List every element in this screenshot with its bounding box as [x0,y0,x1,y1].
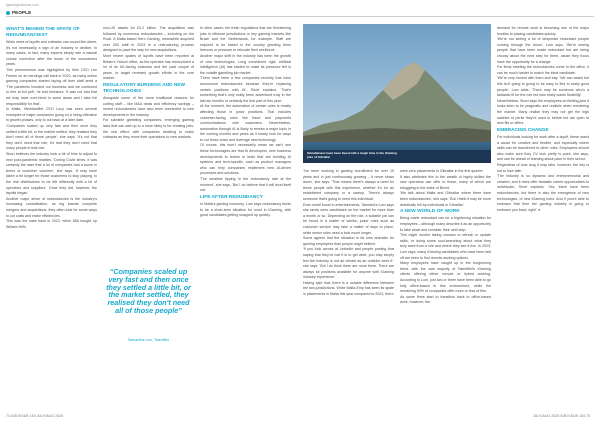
body-paragraph: Another major driver of redundancies is the industry's increasing consolidation, as big brands complete mergers and acquisitions, they often look for some ways to cut costs and make efficiencies. [6,196,97,218]
section-heading: LIFE AFTER REDUNDANCY [200,194,263,200]
footer-right-folio: JULY/AUG 2025 iGB ISSUE 154 75 [532,414,590,418]
body-paragraph: Being made redundant can be a frightening situation for employees – although many describe it as an opportunity to take stock and consider their next step. [400,216,491,232]
article-column-5 [400,169,491,406]
section-heading: REGULATORY BURDENS AND NEW TECHNOLOGIES [103,82,185,94]
body-paragraph: Even small boost in entertainments, Talented's Lum says she rarely sees candidates on the market for more than a month or so. Depending on the role, a suitable job can be found in a matter of weeks; junior roles such as customer service may take a matter of days to place, while senior roles need a look much longer. [303,202,394,235]
body-paragraph: In Malta's gaming economy, Lum says redundancy tends to be a short-term situation for most in iGaming, with good candidates getting snapped up quickly. [200,202,291,218]
body-paragraph: Many employees have caught up in the burgeoning trend, with the vast majority of TalentBet's iGaming clients offering either remote or hybrid working. According to Lum, just two or three have been able to go fully office-based in this environment, while the remaining 90% of companies offer more or less of this. [400,261,491,294]
pull-quote: “Companies scaled up very fast and then once they settled a little bit, or the market settled, they realised they don't need all of those people” [106,267,191,315]
article-column-3 [200,26,291,406]
body-paragraph: In Malta, MeridianBet CEO Lucy has seen several examples of major companies going on a hiring offensive in growth phases, only to cut back at a later date. [6,107,97,123]
body-paragraph: 'We're not seeing a lot of desperate redundant people coming through the doors', Lum says. 'We're seeing people that have been made redundant but are being choosy about the next step for them, cause they focus have the opportunity for a change. [497,37,589,64]
body-paragraph: Short believes the industry took a bit of time to adjust to new post-pandemic realities. 'During Covid times, it was certainly the case that a lot of companies had a boom in terms of customer volumes', she says. 'It may have taken a bit longer for those customers to stop playing, to the real distributions to be felt differently with a lot of operators and suppliers'. Once they did, however, the layoffs began. [6,151,97,196]
section-label [6,10,31,15]
body-paragraph: 'We're very honest with them and say: 'We can assist but this isn't going to going to be easy to find to really good people'. Lum adds. 'There may be someone who's a fantastic fit for the role but who really wants flexibility'. [497,76,589,98]
article-column-2 [103,26,194,258]
body-paragraph: At the moment, the automation of certain roles is mostly affecting those in junior positions. That includes customer-facing roles like fraud and payments communications with customers. Nevertheless, automation through AI is likely to remain a major topic in the coming months and years as it slowly look for ways to cut those costs and leverage new technology. [200,104,291,142]
body-paragraph: For individuals looking for work after a layoff, these stand a cause for creative and flexible, and especially where skills can be transferred to other roles. Employees should also make sure they CV look pretty is point, she says, and can be ahead of learning about pace in their sector. [497,134,589,162]
section-dot-icon [6,11,10,15]
body-paragraph: This might involve taking courses to refresh or update skills, or doing some soul-searching about what they truly want from a role and where they see it live. In 2023, Lum says, many iGaming candidates who have been laid off are keen to find remote-working options. [400,233,491,260]
body-paragraph: 'There have been a few companies recently that have announced redundancies because they're replacing certain positions with AI', Short explains. 'That's something that's only really been advertised truly in the last six months or certainly the first part of this year'. [200,76,291,103]
body-paragraph: 'The smallest tipping in the redundancy rate at the moment', she says. 'But I do believe that it will level itself out'. [200,177,291,193]
body-paragraph: In other cases, the fresh regulations that are threatening jobs in offshore jurisdictions or key gaming markets like Brazil and the Netherlands, for example. Staff are required to be based in the country granting them licences or pressure to relocate their workforce. [200,26,291,53]
body-paragraph: Another major shift in the industry has been the growth of new technologies. Long considered rigid, artificial intelligence (AI) has started to make its presence felt in the volatile gambling job market. [200,53,291,75]
rock-illustration-icon [303,24,491,163]
footer-left-folio: 74 iGB ISSUE 154 JULY/AUG 2025 [6,414,64,418]
section-heading: WHAT'S BEHIND THE SPATE OF REDUNDANCIES? [6,27,80,38]
body-paragraph: More recent spates of layoffs have been reported at Britain's Yahoo! office, as the operator has restructured a lot of its UK-facing business and the past couple of years, to target renewed growth efforts in the core market. [103,53,194,81]
article-column-4 [303,169,394,406]
gibraltar-rock-photo [303,24,491,163]
photo-caption: Gibraltarians have been faced with a tough time in the iGaming jobs of Gibraltar [307,151,397,159]
article-column-1 [6,26,97,406]
body-paragraph: Having said that, there is a notable difference between the two jurisdictions. While Malta-Emp has seen its spate in placements in Malta this year compared to 2023, there [303,280,394,297]
section-heading: EMBRACING CHANGE [497,127,549,133]
article-column-6 [497,26,589,406]
body-paragraph: For firms meeting the redundancies come to the office, it can be much harder to match the ideal candidate. [497,65,589,75]
site-url: igamingbusiness.com [6,3,39,7]
body-paragraph: Of course, this won't necessarily mean we can't see these technologies are that AI developers, new business developments to teams to tests that are building AI systems and tech-specific, such as product managers who can help companies implement new AI-driven processes and solutions. [200,143,291,176]
body-paragraph: 'I've been working in gaming recruitment for over 15 years and in just continuously growing – it never slows down', she says. 'That means there's always a need for these people with this experience, whether it's for an established company or a startup. There's always someone that's going to need this individual'. [303,169,394,201]
body-paragraph: non-US assets for £2.2 billion. The acquisition was followed by numerous redundancies – including on the Rock. A Malta-based Hero Gaming, meanwhile acquired over 250 staff in 2023 in a restructuring process designed to pave the way for new acquisitions. [103,26,194,53]
body-paragraph: It also attributes this to the wealth of highly skilled the new operators can offer to these, many of which are struggling in the wake of Brexit. [400,174,491,190]
body-paragraph: 'Companies scaled up very fast and then once they settled a little bit, or the market settled, they realised they don't need all of those people', she says. 'It's not that they don't need that role, it's that they don't need that many people in that role. [6,124,97,151]
body-paragraph: Regardless of how long it may take, however, the key is not to lose faith. [497,162,589,173]
body-paragraph: 'If you look across at LinkedIn and people posting that saying that they've lost it is to get wide, you may simply feel the industry is not as vibrant as an outsider sees it', she says. 'But I do think there are more there. There are always lot positions available for anyone with iGaming industry experience'. [303,247,394,280]
body-paragraph: While news of layoffs and cutbacks can sound like alarm, it's not necessarily a sign of an industry in decline. In many cases, in fact, many experts simply see a natural course correction after the boom of the coronavirus years. [6,40,97,67]
body-paragraph: For sizeable gambling companies, emerging gaming laws that can add up to a more likely to be creating jobs, the real effect, with companies deciding to make cutbacks as they move their operations to new markets. [103,118,194,140]
body-paragraph: demand for remote work is becoming one of the major hurdles to placing candidates quickly. [497,26,589,36]
body-paragraph: were zero placements in Gibraltar in the first quarter. [400,169,484,173]
body-paragraph: Alongside some of the more traditional reasons for cutting staff – like M&A deals and efficiency savings – recent redundancies have also been connected to new developments in the industry. [103,96,194,117]
section-heading: A NEW WORLD OF WORK [400,209,460,215]
body-paragraph: This phenomenon was highlighted by Betr CEO Lee Fenton on an earnings call back in 2022, as many online gaming companies started laying off their staff amid a 'The pandemic boosted our business and we continued to hire at full pelt', he told investors. 'It was not bad that we may have over-hired in some areas and I take full responsibility for that'. [6,68,97,106]
section-title: PEOPLE [12,10,32,15]
body-paragraph: Nevertheless, Short says the employees on Betting jobs it looks keen to be pragmatic and realistic when reentering the market. Many realise they may not get the high salaries or perks they're used to before but are open to new fits or offers. [497,98,589,126]
body-paragraph: 'We talk about Malta and Gibraltar where there have been redundancies', she says. 'But I think it may be more drastically felt by individuals in Gibraltar'. [400,191,491,207]
body-paragraph: 'The industry is so dynamic and entrepreneurial and creative, and it does offer fantastic career opportunities to individuals', Short explains. 'Yes, there have been redundancies, but there is also the emergence of new technologies, of new iGaming hubs. And if you're able to embrace that then the gaming industry is going to embrace you back, right!' ● [497,174,589,212]
pull-quote-source: Samantha Lum, TalentBet [127,338,170,342]
page-header [0,0,600,14]
header-divider [6,16,594,17]
body-paragraph: As some firms start to transition back to office-based work, however, the [400,294,491,305]
body-paragraph: Some agrees that the situation is far less dramatic for gaming employees than people might believe. [303,236,394,246]
body-paragraph: This was the case back in 2022, when 888 bought up William Hill's [6,219,97,229]
